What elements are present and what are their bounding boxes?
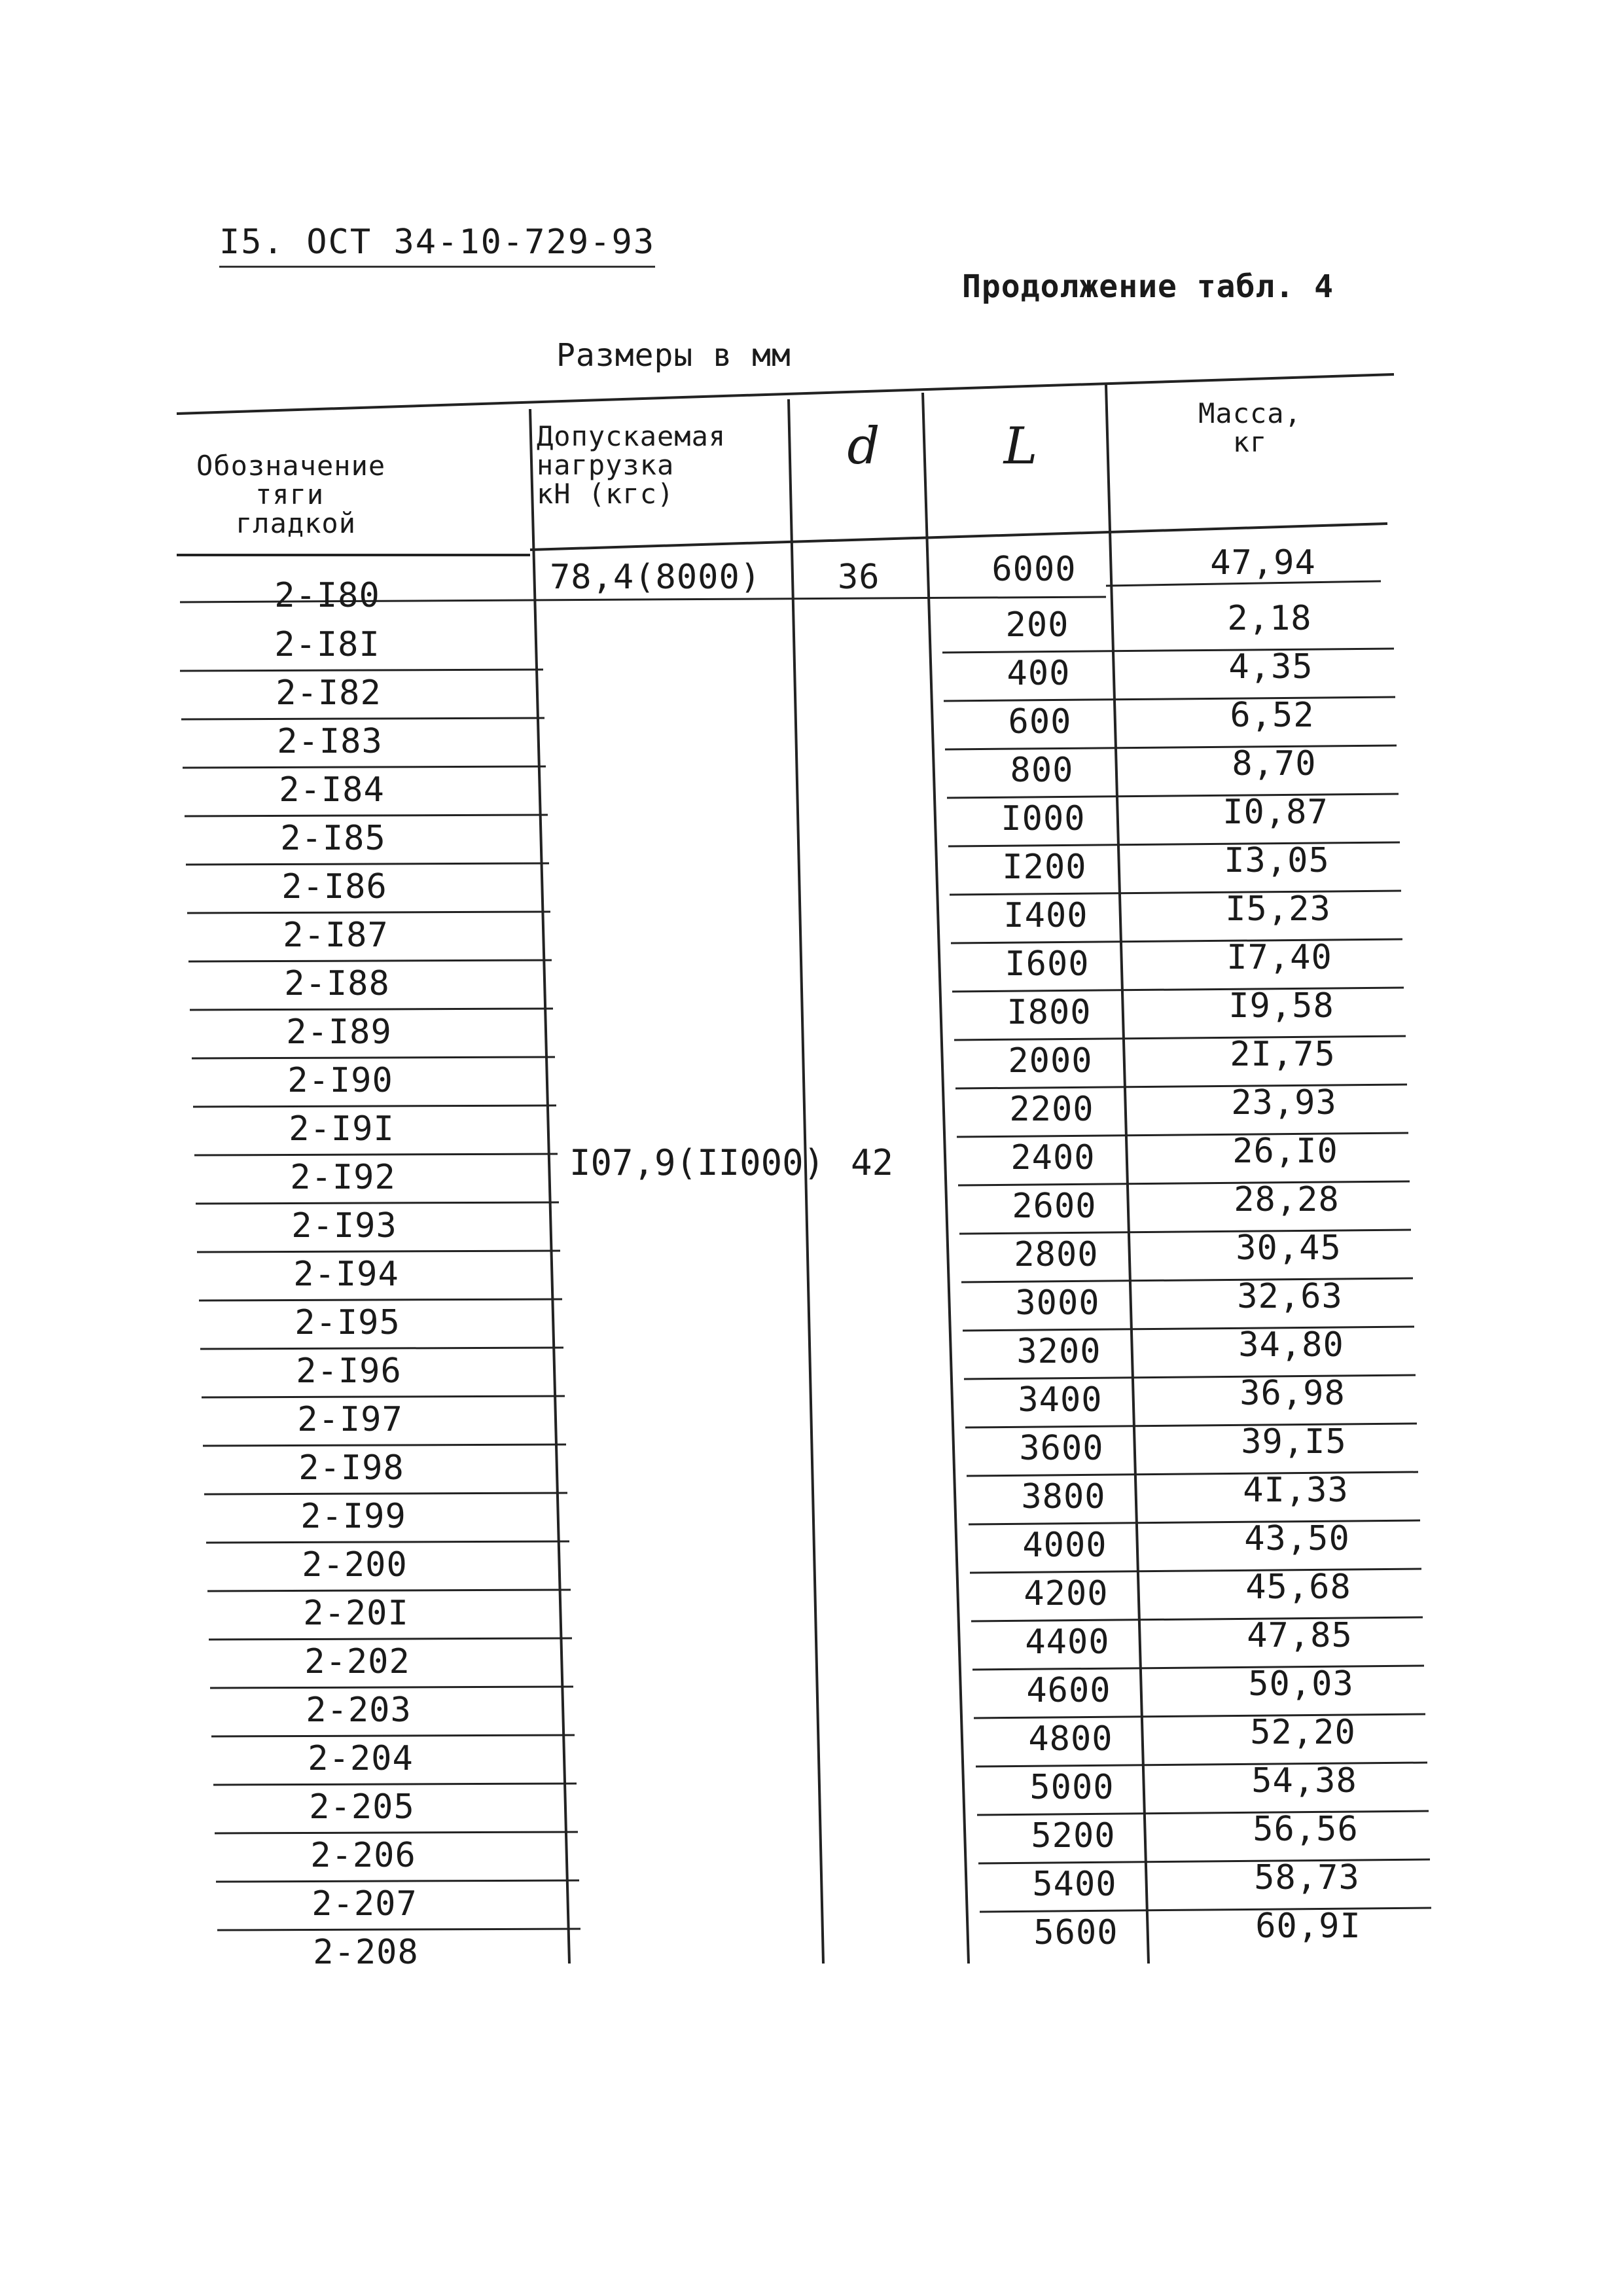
row-rule — [197, 1251, 560, 1252]
row-mass: 32,63 — [1237, 1277, 1343, 1316]
row-mass: I0,87 — [1222, 793, 1329, 832]
row-code: 2-I98 — [298, 1448, 404, 1488]
row-d: 36 — [838, 558, 880, 597]
table-continuation-label: Продолжение табл. 4 — [962, 268, 1334, 305]
row-mass: 58,73 — [1254, 1858, 1360, 1897]
row-mass: 2,18 — [1227, 599, 1312, 638]
row-length: 6000 — [991, 550, 1077, 589]
row-mass: 6,52 — [1230, 696, 1315, 735]
row-rule — [213, 1784, 577, 1785]
row-mass: 2I,75 — [1230, 1035, 1336, 1074]
row-code: 2-I84 — [279, 770, 385, 810]
row-length: I000 — [1001, 799, 1086, 838]
row-mass: 8,70 — [1232, 744, 1317, 783]
row-rule — [188, 960, 552, 961]
row-code: 2-I82 — [276, 673, 382, 713]
row-code: 2-206 — [310, 1836, 416, 1875]
row-code: 2-20I — [303, 1594, 409, 1633]
row-code: 2-I90 — [287, 1061, 393, 1100]
header-mass: Масса, кг — [1198, 397, 1302, 458]
row-rule — [211, 1735, 575, 1736]
row-code: 2-I93 — [291, 1206, 397, 1246]
row-length: 200 — [1005, 605, 1069, 645]
row-rule — [187, 912, 550, 913]
header-designation: Обозначение тяги гладкой — [196, 450, 386, 539]
row-mass: 50,03 — [1248, 1664, 1354, 1704]
row-code: 2-I88 — [284, 964, 390, 1003]
row-length: 3600 — [1019, 1429, 1104, 1468]
row-mass: 4I,33 — [1243, 1471, 1349, 1510]
row-mass: 60,9I — [1255, 1907, 1361, 1946]
row-rule — [181, 718, 544, 719]
row-code: 2-I8I — [274, 625, 380, 664]
row-mass: 39,I5 — [1241, 1422, 1347, 1462]
row-mass: 34,80 — [1238, 1325, 1344, 1365]
row-code: 2-I96 — [296, 1352, 402, 1391]
row-code: 2-I89 — [286, 1013, 392, 1052]
row-rule — [206, 1541, 569, 1543]
row-code: 2-203 — [306, 1691, 412, 1730]
row-length: 5400 — [1032, 1865, 1117, 1904]
group-d: 42 — [851, 1142, 894, 1183]
row-mass: 47,94 — [1210, 543, 1316, 583]
row-code: 2-205 — [309, 1787, 415, 1827]
row-code: 2-204 — [308, 1739, 414, 1778]
row-length: 2400 — [1010, 1138, 1096, 1177]
row-length: I200 — [1002, 848, 1087, 887]
row-length: 2000 — [1008, 1041, 1093, 1081]
row-length: 5000 — [1029, 1768, 1115, 1807]
row-code: 2-I87 — [283, 916, 389, 955]
row-rule — [216, 1880, 579, 1882]
row-rule — [202, 1396, 565, 1397]
row-mass: 23,93 — [1231, 1083, 1337, 1122]
row-length: 3400 — [1018, 1380, 1103, 1420]
row-mass: 30,45 — [1236, 1229, 1342, 1268]
row-length: 2200 — [1009, 1090, 1094, 1129]
row-length: 3000 — [1015, 1283, 1100, 1323]
row-length: 5200 — [1031, 1816, 1116, 1856]
row-mass: I5,23 — [1225, 889, 1331, 929]
units-note: Размеры в мм — [556, 337, 791, 374]
row-mass: 4,35 — [1228, 647, 1313, 687]
row-mass: 43,50 — [1244, 1519, 1350, 1558]
row-code: 2-I97 — [297, 1400, 403, 1439]
row-length: 3200 — [1016, 1332, 1101, 1371]
row-code: 2-I95 — [294, 1303, 401, 1342]
row-mass: 47,85 — [1247, 1616, 1353, 1655]
row-code: 2-I94 — [293, 1255, 399, 1294]
row-length: I400 — [1003, 896, 1088, 935]
row-code: 2-I99 — [300, 1497, 406, 1536]
row-length: 5600 — [1033, 1913, 1118, 1952]
row-rule — [194, 1154, 558, 1155]
row-mass: 36,98 — [1240, 1374, 1346, 1413]
row-code: 2-I80 — [274, 576, 380, 615]
row-mass: I9,58 — [1228, 986, 1334, 1026]
row-length: I800 — [1007, 993, 1092, 1032]
row-mass: 54,38 — [1251, 1761, 1357, 1801]
row-rule — [200, 1348, 563, 1349]
row-mass: 52,20 — [1250, 1713, 1356, 1752]
row-rule — [217, 1929, 580, 1930]
row-code: 2-I86 — [281, 867, 387, 906]
row-code: 2-I83 — [277, 722, 383, 761]
row-rule — [209, 1638, 572, 1640]
row-code: 2-I9I — [289, 1109, 395, 1149]
row-mass: 45,68 — [1245, 1568, 1351, 1607]
row-mass: I7,40 — [1226, 938, 1332, 977]
row-length: I600 — [1005, 944, 1090, 984]
group-load: I07,9(II000) — [569, 1142, 825, 1183]
row-code: 2-208 — [313, 1933, 419, 1972]
row-length: 3800 — [1021, 1477, 1106, 1516]
row-code: 2-I85 — [280, 819, 386, 858]
row-mass: I3,05 — [1224, 841, 1330, 880]
row-mass: 56,56 — [1253, 1810, 1359, 1849]
row-length: 2800 — [1014, 1235, 1099, 1274]
row-rule — [180, 670, 543, 671]
page-reference: I5. ОСТ 34-10-729-93 — [219, 223, 655, 268]
header-length-L: L — [1003, 417, 1039, 476]
row-length: 2600 — [1012, 1187, 1097, 1226]
row-rule — [185, 815, 548, 816]
row-length: 4200 — [1024, 1574, 1109, 1613]
row-mass: 28,28 — [1234, 1180, 1340, 1219]
row-rule — [193, 1105, 556, 1107]
row-rule — [215, 1832, 578, 1833]
row-rule — [190, 1009, 553, 1010]
row-rule — [183, 766, 546, 768]
row-length: 4800 — [1028, 1719, 1113, 1759]
row-load: 78,4(8000) — [550, 558, 762, 597]
row-length: 4000 — [1022, 1526, 1107, 1565]
row-code: 2-207 — [312, 1884, 418, 1924]
row-rule — [196, 1202, 559, 1204]
row-rule — [204, 1493, 567, 1494]
row-mass: 26,I0 — [1232, 1132, 1338, 1171]
row-length: 4600 — [1026, 1671, 1111, 1710]
header-diameter-d: d — [847, 417, 881, 476]
row-rule — [192, 1057, 555, 1058]
row-length: 400 — [1007, 654, 1071, 693]
row-length: 4400 — [1025, 1623, 1110, 1662]
row-code: 2-200 — [302, 1545, 408, 1585]
row-code: 2-202 — [304, 1642, 410, 1681]
row-rule — [199, 1299, 562, 1300]
row-rule — [186, 863, 549, 865]
row-length: 600 — [1008, 702, 1072, 742]
header-allowable-load: Допускаемая нагрузка кН (кгс) — [537, 420, 726, 510]
row-rule — [210, 1687, 573, 1688]
row-code: 2-I92 — [290, 1158, 396, 1197]
row-length: 800 — [1010, 751, 1074, 790]
row-rule — [203, 1444, 566, 1446]
row-rule — [207, 1590, 571, 1591]
